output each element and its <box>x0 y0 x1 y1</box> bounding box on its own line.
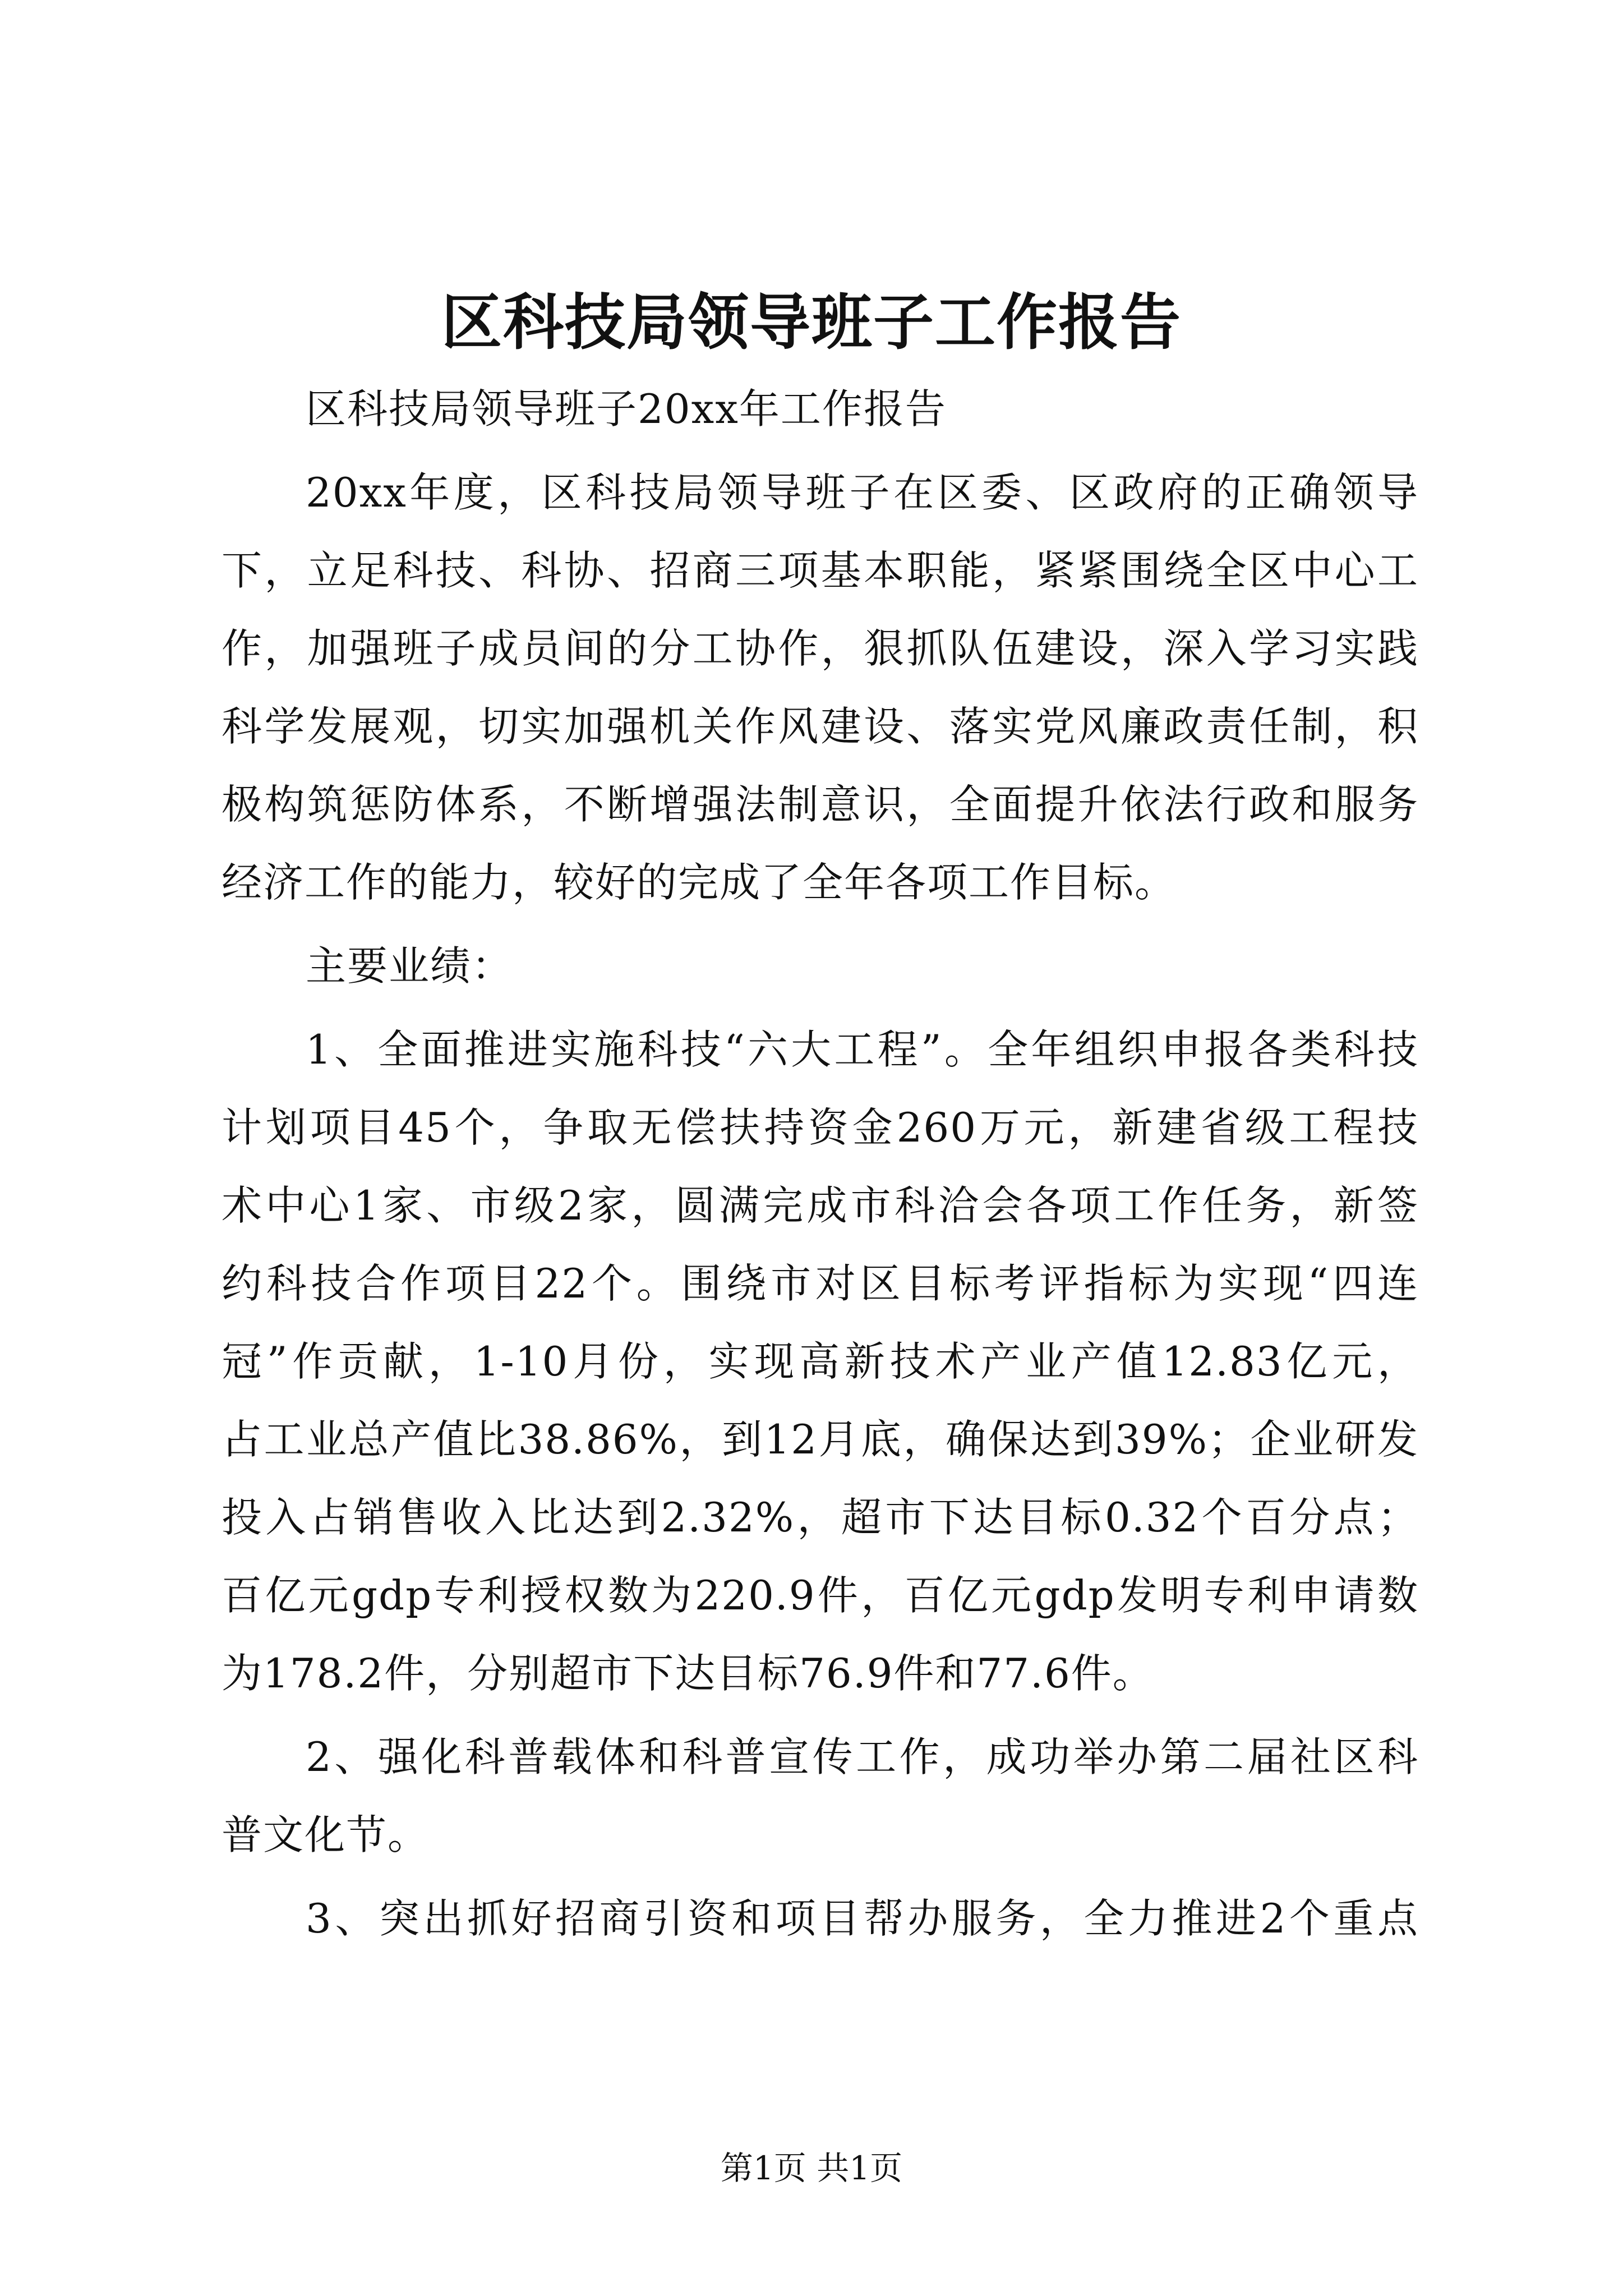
paragraph-line: 冠”作贡献，1-10月份，实现高新技术产业产值12.83亿元， <box>222 1338 1419 1385</box>
paragraph-intro <box>222 454 1419 922</box>
paragraph-line: 1、全面推进实施科技“六大工程”。全年组织申报各类科技 <box>306 1026 1419 1073</box>
paragraph-line: 下，立足科技、科协、招商三项基本职能，紧紧围绕全区中心工 <box>222 547 1419 594</box>
paragraph-item-2 <box>222 1718 1419 1874</box>
paragraph-item-1 <box>222 1011 1419 1713</box>
paragraph-line: 为178.2件，分别超市下达目标76.9件和77.6件。 <box>222 1650 1154 1697</box>
paragraph-line: 经济工作的能力，较好的完成了全年各项工作目标。 <box>222 859 1177 906</box>
section-heading: 主要业绩： <box>306 942 514 990</box>
paragraph-line: 占工业总产值比38.86%，到12月底，确保达到39%；企业研发 <box>222 1416 1419 1463</box>
paragraph-line: 科学发展观，切实加强机关作风建设、落实党风廉政责任制，积 <box>222 703 1419 750</box>
paragraph-line: 3、突出抓好招商引资和项目帮办服务，全力推进2个重点 <box>306 1895 1419 1942</box>
paragraph-line: 计划项目45个，争取无偿扶持资金260万元，新建省级工程技 <box>222 1104 1419 1151</box>
paragraph-item-3 <box>222 1880 1419 1958</box>
paragraph-line: 20xx年度，区科技局领导班子在区委、区政府的正确领导 <box>306 469 1419 516</box>
paragraph-line: 术中心1家、市级2家，圆满完成市科洽会各项工作任务，新签 <box>222 1182 1419 1229</box>
document-body <box>222 370 1419 1963</box>
subtitle-line: 区科技局领导班子20xx年工作报告 <box>306 385 947 432</box>
paragraph-line: 普文化节。 <box>222 1811 430 1858</box>
document-title: 区科技局领导班子工作报告 <box>441 287 1182 358</box>
page-footer: 第1页 共1页 <box>720 2149 903 2187</box>
paragraph-line: 约科技合作项目22个。围绕市对区目标考评指标为实现“四连 <box>222 1260 1419 1307</box>
paragraph-achievements-heading <box>222 927 1419 1005</box>
paragraph-line: 2、强化科普载体和科普宣传工作，成功举办第二届社区科 <box>306 1733 1419 1780</box>
paragraph-line: 投入占销售收入比达到2.32%，超市下达目标0.32个百分点； <box>222 1494 1419 1541</box>
subtitle-paragraph <box>222 370 1419 448</box>
paragraph-line: 百亿元gdp专利授权数为220.9件，百亿元gdp发明专利申请数 <box>222 1572 1419 1619</box>
paragraph-line: 作，加强班子成员间的分工协作，狠抓队伍建设，深入学习实践 <box>222 625 1419 672</box>
paragraph-line: 极构筑惩防体系，不断增强法制意识，全面提升依法行政和服务 <box>222 781 1419 828</box>
